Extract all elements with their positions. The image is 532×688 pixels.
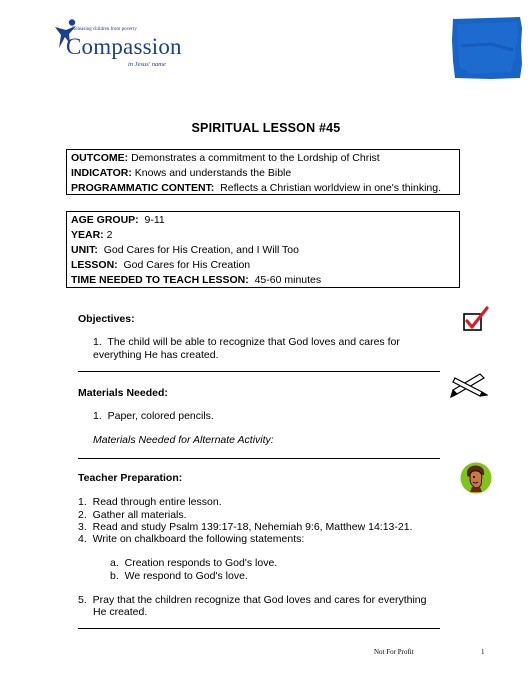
prep-num: 5. <box>78 594 87 606</box>
prep-num: 1. <box>78 496 87 508</box>
outcome-box <box>66 149 460 195</box>
prep-item-5-line-2: He created. <box>93 606 148 618</box>
prep-text: Gather all materials. <box>92 509 187 521</box>
outcome-label: OUTCOME: <box>71 152 129 164</box>
footer-not-for-profit: Not For Profit <box>374 648 414 656</box>
year-label: YEAR: <box>71 229 104 241</box>
materials-text: Paper, colored pencils. <box>107 410 214 422</box>
unit-value: God Cares for His Creation, and I Will Too <box>103 244 299 256</box>
outcome-line <box>71 151 455 166</box>
prep-text: Write on chalkboard the following statements: <box>92 533 305 545</box>
page-number: 1 <box>481 648 485 656</box>
indicator-label: INDICATOR: <box>71 167 132 179</box>
prep-num: 2. <box>78 509 87 521</box>
objective-item-1 <box>93 336 400 349</box>
lesson-label: LESSON: <box>71 259 118 271</box>
blue-paint-block <box>451 16 523 80</box>
materials-num: 1. <box>93 410 102 422</box>
age-group-value: 9-11 <box>144 214 165 226</box>
prep-num: 4. <box>78 533 87 545</box>
age-group-line <box>71 213 455 228</box>
year-line <box>71 228 455 243</box>
lesson-value: God Cares for His Creation <box>123 259 251 271</box>
outcome-text: Demonstrates a commitment to the Lordship of Christ <box>131 152 380 164</box>
prep-subnum: a. <box>110 557 119 569</box>
materials-alternate: Materials Needed for Alternate Activity: <box>93 434 274 446</box>
prep-text: Pray that the children recognize that God loves and cares for everything <box>92 594 427 606</box>
materials-item-1 <box>93 410 214 423</box>
indicator-line <box>71 166 455 181</box>
prep-item-4 <box>78 533 304 546</box>
section-divider <box>78 371 440 372</box>
prep-subtext: Creation responds to God's love. <box>124 557 278 569</box>
time-needed-value: 45-60 minutes <box>254 274 322 286</box>
section-divider <box>78 628 440 629</box>
age-group-label: AGE GROUP: <box>71 214 139 226</box>
prep-subtext: We respond to God's love. <box>124 570 248 582</box>
compassion-logo <box>52 18 182 74</box>
logo-wordmark: Compassion <box>66 34 182 59</box>
teacher-preparation-heading: Teacher Preparation: <box>78 472 183 484</box>
lesson-info-box <box>66 211 460 288</box>
prep-text: Read through entire lesson. <box>92 496 222 508</box>
indicator-text: Knows and understands the Bible <box>134 167 292 179</box>
objective-line-1: The child will be able to recognize that God loves and cares for <box>107 336 400 348</box>
objectives-heading: Objectives: <box>78 313 135 325</box>
programmatic-text: Reflects a Christian worldview in one's thinking. <box>220 182 441 194</box>
year-value: 2 <box>106 229 113 241</box>
time-needed-label: TIME NEEDED TO TEACH LESSON: <box>71 274 249 286</box>
checkbox-check-icon <box>462 306 490 332</box>
prep-num: 3. <box>78 521 87 533</box>
prep-subitem-b <box>110 570 248 583</box>
prep-subnum: b. <box>110 570 119 582</box>
lesson-title: SPIRITUAL LESSON #45 <box>191 121 341 135</box>
pencils-icon <box>450 370 488 398</box>
prep-subitem-a <box>110 557 277 570</box>
time-needed-line <box>71 273 455 288</box>
lesson-line <box>71 258 455 273</box>
programmatic-label: PROGRAMMATIC CONTENT: <box>71 182 215 194</box>
unit-line <box>71 243 455 258</box>
objective-line-2: everything He has created. <box>93 349 219 361</box>
prep-text: Read and study Psalm 139:17-18, Nehemiah 9:6, Matthew 14:13-21. <box>92 521 413 533</box>
unit-label: UNIT: <box>71 244 98 256</box>
logo-subtitle: in Jesus' name <box>128 61 166 68</box>
prep-item-1 <box>78 496 222 509</box>
section-divider <box>78 458 440 459</box>
programmatic-line <box>71 181 455 196</box>
materials-heading: Materials Needed: <box>78 387 168 399</box>
logo-tagline: Releasing children from poverty <box>72 27 137 32</box>
teacher-face-icon <box>460 461 492 495</box>
objective-num: 1. <box>93 336 102 348</box>
